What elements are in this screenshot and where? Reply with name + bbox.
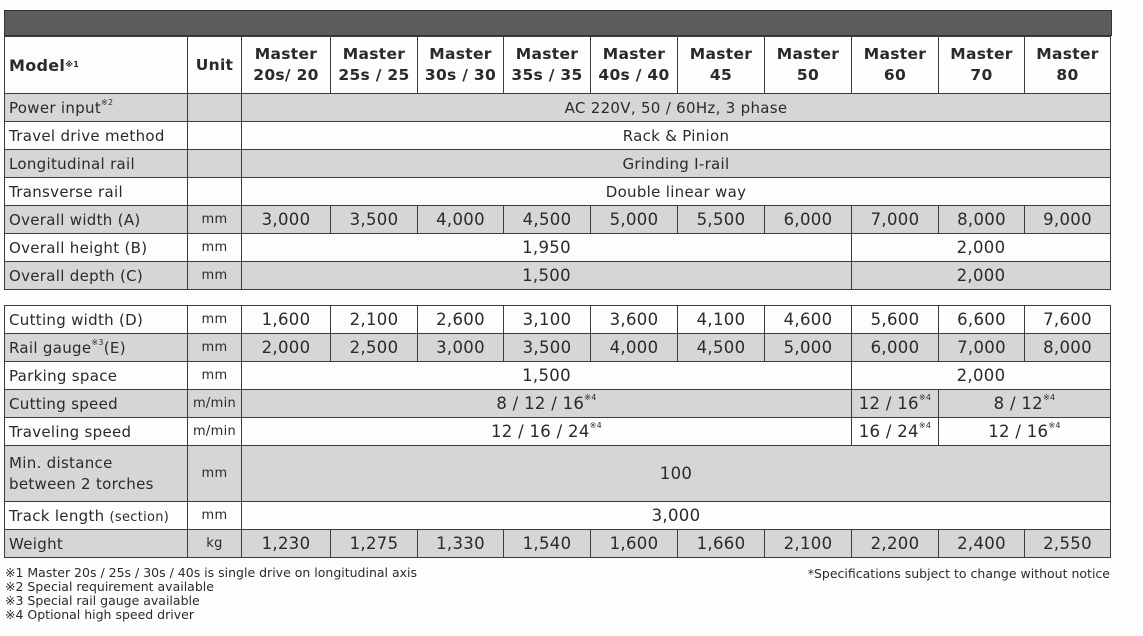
parking-space-row	[5, 362, 1111, 390]
row-label: Overall depth (C)	[5, 262, 188, 290]
row-unit: kg	[188, 530, 242, 558]
overall-depth-row	[5, 262, 1111, 290]
value-cell: 1,600	[242, 306, 331, 334]
value-cell: 2,100	[765, 530, 852, 558]
footnote: ※1 Master 20s / 25s / 30s / 40s is single drive on longitudinal axis	[5, 565, 418, 580]
overall-height-row	[5, 234, 1111, 262]
disclaimer: *Specifications subject to change without notice	[807, 566, 1110, 581]
value-cell: 2,000	[852, 234, 1111, 262]
value-cell: 4,000	[591, 334, 678, 362]
row-unit: mm	[188, 206, 242, 234]
overall-width-row	[5, 206, 1111, 234]
value-cell: 4,000	[418, 206, 504, 234]
row-unit: mm	[188, 234, 242, 262]
value-cell: 1,230	[242, 530, 331, 558]
value-cell: 3,000	[242, 502, 1111, 530]
value-cell: 7,000	[939, 334, 1025, 362]
longitudinal-rail-value: Grinding I-rail	[242, 150, 1111, 178]
row-unit: mm	[188, 446, 242, 502]
rail-gauge-row	[5, 334, 1111, 362]
power-input-row	[5, 94, 1111, 122]
value-cell: 1,540	[504, 530, 591, 558]
value-cell: 2,000	[852, 262, 1111, 290]
footnote: ※4 Optional high speed driver	[5, 607, 194, 622]
value-cell: 2,400	[939, 530, 1025, 558]
value-cell: 100	[242, 446, 1111, 502]
value-cell: 3,500	[504, 334, 591, 362]
transverse-rail-value: Double linear way	[242, 178, 1111, 206]
row-label: Overall height (B)	[5, 234, 188, 262]
value-cell: 1,660	[678, 530, 765, 558]
model-col-6: Master 45	[678, 37, 765, 94]
weight-row	[5, 530, 1111, 558]
value-cell: 1,500	[242, 262, 852, 290]
value-cell: 1,600	[591, 530, 678, 558]
value-cell: 6,000	[852, 334, 939, 362]
spec-table-upper	[4, 36, 1111, 290]
row-label: Rail gauge$^{※3}$(E)	[5, 334, 188, 362]
table-header-bar	[4, 10, 1112, 36]
value-cell: 8,000	[1025, 334, 1111, 362]
traveling-speed-row	[5, 418, 1111, 446]
value-cell: 5,600	[852, 306, 939, 334]
value-cell: 3,600	[591, 306, 678, 334]
track-length-row	[5, 502, 1111, 530]
min-distance-row	[5, 446, 1111, 502]
value-cell: 2,550	[1025, 530, 1111, 558]
model-col-3: Master 30s / 30	[418, 37, 504, 94]
value-cell: 2,200	[852, 530, 939, 558]
header-row	[5, 37, 1111, 94]
row-unit: mm	[188, 262, 242, 290]
spec-table-lower	[4, 305, 1111, 558]
row-label: Weight	[5, 530, 188, 558]
row-label: Power input$^{※2}$	[5, 94, 188, 122]
value-cell: 4,500	[504, 206, 591, 234]
row-unit: mm	[188, 362, 242, 390]
value-cell: 1,275	[331, 530, 418, 558]
value-cell: 7,000	[852, 206, 939, 234]
value-cell: 1,500	[242, 362, 852, 390]
value-cell: 12 / 16$^{※4}$	[852, 390, 939, 418]
power-input-value: AC 220V, 50 / 60Hz, 3 phase	[242, 94, 1111, 122]
value-cell: 6,600	[939, 306, 1025, 334]
value-cell: 8,000	[939, 206, 1025, 234]
value-cell: 8 / 12$^{※4}$	[939, 390, 1111, 418]
model-col-5: Master 40s / 40	[591, 37, 678, 94]
footnotes	[5, 566, 417, 622]
value-cell: 3,500	[331, 206, 418, 234]
row-label: Track length (section)	[5, 502, 188, 530]
value-cell: 5,500	[678, 206, 765, 234]
row-unit: mm	[188, 334, 242, 362]
cutting-width-row	[5, 306, 1111, 334]
value-cell: 3,100	[504, 306, 591, 334]
row-unit	[188, 122, 242, 150]
model-header: Model$^{※1}$	[5, 37, 188, 94]
value-cell: 2,000	[852, 362, 1111, 390]
travel-drive-value: Rack & Pinion	[242, 122, 1111, 150]
row-label: Transverse rail	[5, 178, 188, 206]
value-cell: 16 / 24$^{※4}$	[852, 418, 939, 446]
row-label: Travel drive method	[5, 122, 188, 150]
value-cell: 2,000	[242, 334, 331, 362]
value-cell: 2,100	[331, 306, 418, 334]
footnote: ※2 Special requirement available	[5, 579, 214, 594]
unit-header: Unit	[188, 37, 242, 94]
footnote: ※3 Special rail gauge available	[5, 593, 200, 608]
row-label: Overall width (A)	[5, 206, 188, 234]
row-label: Cutting width (D)	[5, 306, 188, 334]
longitudinal-rail-row	[5, 150, 1111, 178]
value-cell: 5,000	[591, 206, 678, 234]
value-cell: 2,500	[331, 334, 418, 362]
row-label: Min. distance between 2 torches	[5, 446, 188, 502]
row-unit: m/min	[188, 390, 242, 418]
row-unit: mm	[188, 306, 242, 334]
value-cell: 9,000	[1025, 206, 1111, 234]
cutting-speed-row	[5, 390, 1111, 418]
value-cell: 3,000	[418, 334, 504, 362]
value-cell: 3,000	[242, 206, 331, 234]
value-cell: 1,330	[418, 530, 504, 558]
value-cell: 6,000	[765, 206, 852, 234]
value-cell: 2,600	[418, 306, 504, 334]
model-col-8: Master 60	[852, 37, 939, 94]
model-col-1: Master 20s/ 20	[242, 37, 331, 94]
row-unit: mm	[188, 502, 242, 530]
value-cell: 7,600	[1025, 306, 1111, 334]
row-label: Traveling speed	[5, 418, 188, 446]
row-unit	[188, 94, 242, 122]
travel-drive-row	[5, 122, 1111, 150]
model-col-10: Master 80	[1025, 37, 1111, 94]
row-label: Cutting speed	[5, 390, 188, 418]
transverse-rail-row	[5, 178, 1111, 206]
model-col-7: Master 50	[765, 37, 852, 94]
row-label: Longitudinal rail	[5, 150, 188, 178]
value-cell: 12 / 16 / 24$^{※4}$	[242, 418, 852, 446]
value-cell: 4,600	[765, 306, 852, 334]
value-cell: 4,500	[678, 334, 765, 362]
row-label: Parking space	[5, 362, 188, 390]
value-cell: 8 / 12 / 16$^{※4}$	[242, 390, 852, 418]
row-unit	[188, 150, 242, 178]
value-cell: 4,100	[678, 306, 765, 334]
row-unit: m/min	[188, 418, 242, 446]
model-col-4: Master 35s / 35	[504, 37, 591, 94]
row-unit	[188, 178, 242, 206]
value-cell: 1,950	[242, 234, 852, 262]
value-cell: 5,000	[765, 334, 852, 362]
model-col-2: Master 25s / 25	[331, 37, 418, 94]
value-cell: 12 / 16$^{※4}$	[939, 418, 1111, 446]
model-col-9: Master 70	[939, 37, 1025, 94]
